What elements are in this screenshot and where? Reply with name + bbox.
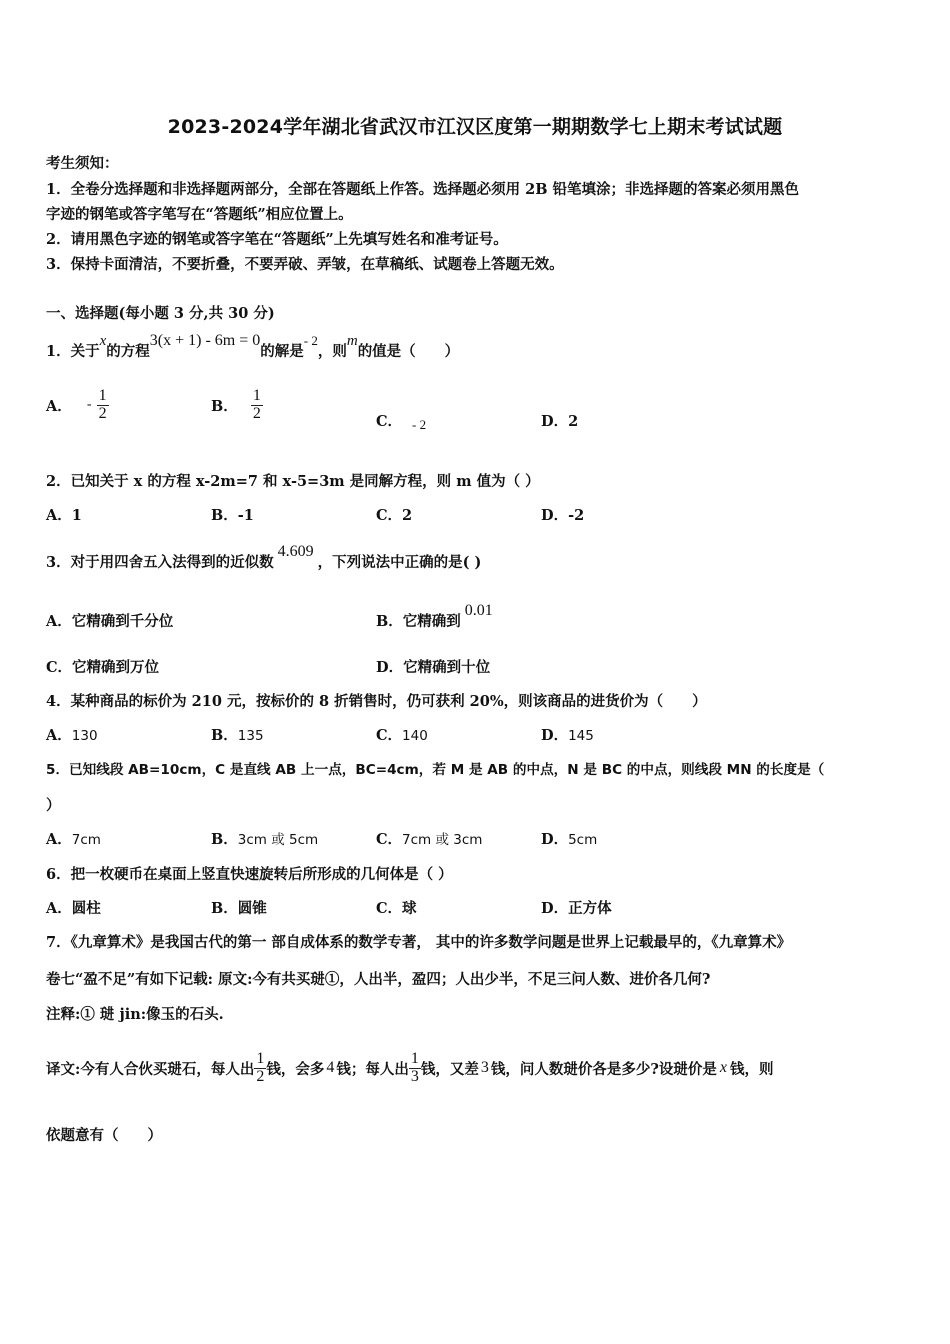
notice-item-2: 2．请用黑色字迹的钢笔或答字笔在“答题纸”上先填写姓名和准考证号。 (46, 231, 508, 248)
q6-option-b: B．圆锥 (211, 900, 267, 917)
q7-fraction-third (409, 1051, 421, 1086)
notice-item-3: 3．保持卡面清洁，不要折叠，不要弄破、弄皱，在草稿纸、试题卷上答题无效。 (46, 256, 564, 273)
q6-option-d: D．正方体 (541, 900, 612, 917)
q1-option-a-sign: - (86, 397, 92, 413)
question-4: 4．某种商品的标价为 210 元，按标价的 8 折销售时，仍可获利 20%，则该商品的进货价为（ ） (46, 693, 707, 710)
q2-option-d: D．-2 (541, 507, 585, 524)
q7-t3: 钱；每人出 (336, 1060, 409, 1078)
q5-option-a-label: A． (46, 831, 72, 848)
q7-t6: 钱，则 (729, 1060, 774, 1078)
q5-option-c (376, 828, 482, 849)
q5-option-d-value: 5cm (568, 832, 598, 848)
q2-option-a: A．1 (46, 507, 82, 524)
q4-option-b-value: 135 (237, 728, 264, 744)
q7-number-3: 3 (480, 1059, 489, 1076)
q5-option-a (46, 828, 101, 849)
q4-option-a (46, 724, 98, 745)
q5-option-d-label: D． (541, 831, 569, 848)
q1-text-3: 的解是 (260, 343, 304, 360)
question-2: 2．已知关于 x 的方程 x-2m=7 和 x-5=3m 是同解方程，则 m 值为（ ） (46, 473, 540, 490)
q1-option-c (376, 410, 426, 431)
q5-option-b-label: B． (211, 831, 238, 848)
q4-option-b (211, 724, 264, 745)
q1-var-x: x (99, 333, 107, 349)
q1-option-b-fraction (251, 388, 263, 423)
q7-f1-denominator: 2 (256, 1067, 265, 1085)
question-6: 6．把一枚硬币在桌面上竖直快速旋转后所形成的几何体是（ ） (46, 866, 453, 883)
q3-option-b-text: B．它精确到 (376, 613, 461, 630)
notice-item-1a: 1．全卷分选择题和非选择题两部分，全部在答题纸上作答。选择题必须用 2B 铅笔填涂；非选择题的答案必须用黑色 (46, 181, 800, 198)
q1-solution: - 2 (303, 333, 318, 348)
q1-option-a (46, 388, 109, 423)
q5-option-c-label: C． (376, 831, 403, 848)
q1-option-b-label: B． (211, 397, 238, 415)
q1-b-denominator: 2 (252, 404, 261, 422)
notice-item-1b: 字迹的钢笔或答字笔写在“答题纸”相应位置上。 (46, 206, 353, 223)
q3-option-a: A．它精确到千分位 (46, 613, 174, 630)
q1-b-numerator: 1 (252, 387, 261, 404)
q3-option-b-value: 0.01 (464, 602, 493, 619)
q5-option-b (211, 828, 318, 849)
q7-fraction-half (254, 1051, 266, 1086)
q4-option-d (541, 724, 594, 745)
question-5-cont: ） (46, 797, 61, 814)
q7-f2-numerator: 1 (410, 1049, 419, 1067)
section-heading: 一、选择题(每小题 3 分,共 30 分) (46, 305, 275, 322)
q1-var-m: m (346, 333, 358, 349)
q2-option-b: B．-1 (211, 507, 254, 524)
q4-option-d-value: 145 (568, 728, 594, 744)
q1-option-b (211, 388, 263, 423)
q7-t4: 钱，又差 (420, 1060, 479, 1078)
q3-option-b (376, 602, 493, 631)
q5-option-d (541, 828, 597, 849)
q2-option-c: C．2 (376, 507, 413, 524)
q1-text-1: 1．关于 (46, 343, 100, 360)
q4-option-d-label: D． (541, 727, 569, 744)
q7-number-4: 4 (326, 1059, 335, 1076)
q1-text-2: 的方程 (106, 343, 150, 360)
q5-option-b-value: 3cm 或 5cm (237, 832, 319, 848)
q7-f1-numerator: 1 (256, 1049, 265, 1067)
question-1 (46, 332, 460, 361)
q3-text-1: 3．对于用四舍五入法得到的近似数 (46, 554, 274, 571)
question-3 (46, 543, 482, 572)
question-7-translation (46, 1038, 773, 1098)
q7-f2-denominator: 3 (410, 1067, 419, 1085)
q7-t5: 钱，问人数琎价各是多少?设琎价是 (490, 1060, 717, 1078)
q3-option-d: D．它精确到十位 (376, 659, 491, 676)
q5-option-c-value: 7cm 或 3cm (402, 832, 483, 848)
q4-option-c-label: C． (376, 727, 403, 744)
q5-option-a-value: 7cm (71, 832, 101, 848)
q1-text-4: ，则 (317, 343, 347, 360)
q6-option-c: C．球 (376, 900, 417, 917)
question-7-line-2: 卷七“盈不足”有如下记载: 原文:今有共买琎①，人出半，盈四；人出少半，不足三问人数、进价各几何? (46, 971, 711, 988)
q4-option-a-label: A． (46, 727, 72, 744)
q3-text-2: ，下列说法中正确的是( ) (317, 554, 482, 571)
q3-option-c: C．它精确到万位 (46, 659, 160, 676)
question-7-ask: 依题意有（ ） (46, 1127, 162, 1144)
q1-option-a-fraction (97, 388, 109, 423)
q7-t1: 译文:今有人合伙买琎石，每人出 (46, 1060, 255, 1078)
q1-option-d: D．2 (541, 413, 579, 430)
q1-text-5: 的值是（ ） (357, 343, 460, 360)
q1-equation: 3(x + 1) - 6m = 0 (149, 332, 261, 349)
question-7-note: 注释:① 琎 jin:像玉的石头. (46, 1006, 224, 1023)
q1-a-numerator: 1 (98, 387, 107, 404)
q3-number: 4.609 (277, 543, 314, 560)
q1-option-a-label: A． (46, 397, 72, 415)
page-title: 2023-2024学年湖北省武汉市江汉区度第一期期数学七上期末考试试题 (167, 116, 783, 138)
question-7-line-1: 7．《九章算术》是我国古代的第一 部自成体系的数学专著， 其中的许多数学问题是世界上记载最早的，《九章算术》 (46, 934, 792, 951)
q6-option-a: A．圆柱 (46, 900, 101, 917)
q4-option-c (376, 724, 428, 745)
q1-option-c-value: - 2 (412, 417, 427, 432)
q4-option-c-value: 140 (402, 728, 428, 744)
q7-t2: 钱，会多 (266, 1060, 325, 1078)
q1-option-c-label: C． (376, 413, 403, 430)
question-5: 5．已知线段 AB=10cm，C 是直线 AB 上一点，BC=4cm，若 M 是 AB 的中点，N 是 BC 的中点，则线段 MN 的长度是（ (46, 762, 825, 778)
q7-var-x: x (719, 1059, 727, 1076)
q1-a-denominator: 2 (98, 404, 107, 422)
q4-option-a-value: 130 (71, 728, 98, 744)
q4-option-b-label: B． (211, 727, 238, 744)
notice-heading: 考生须知： (46, 155, 119, 172)
